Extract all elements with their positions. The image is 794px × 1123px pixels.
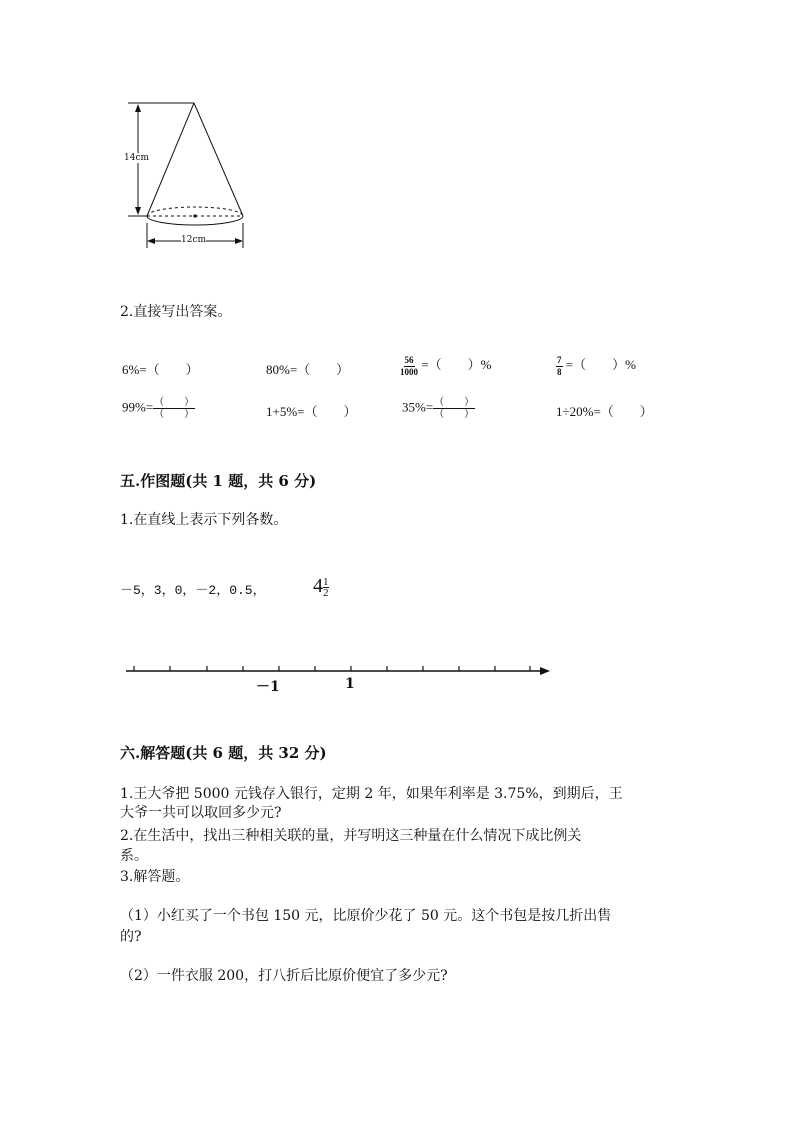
q2-r1-item2-lhs: 80%: [266, 362, 290, 377]
q2-r1-item2: [266, 359, 349, 378]
q2-r1-item1-lhs: 6%: [122, 362, 140, 377]
mixed-number: [313, 575, 329, 598]
q2-r2-item3-lhs: 35%=: [402, 399, 434, 415]
q2-r2-item2: [266, 401, 357, 420]
q2-r2-item2-rhs: =（ ）: [297, 404, 357, 419]
q2-r1-item3-rhs: =（ ）%: [421, 357, 492, 372]
q2-r1-item4-rhs: =（ ）%: [565, 357, 636, 372]
section6-q1-line1: 1.王大爷把 5000 元钱存入银行，定期 2 年，如果年利率是 3.75%，到期后，王: [120, 786, 623, 802]
section5-heading: 五.作图题(共 1 题，共 6 分): [120, 472, 317, 490]
q2-title: 2.直接写出答案。: [120, 304, 232, 320]
section6-q2-line1: 2.在生活中，找出三种相关联的量，并写明这三种量在什么情况下成比例关: [120, 828, 582, 844]
q2-r1-item4: [556, 354, 636, 378]
section6-heading: 六.解答题(共 6 题，共 32 分): [120, 744, 327, 762]
q2-r2-item4-lhs: 1÷20%: [556, 404, 594, 419]
q2-r2-item1: [122, 397, 195, 420]
mixed-fraction: $\frac{1}{2}$: [323, 575, 329, 599]
cone-diameter-label: 12cm: [181, 235, 207, 245]
fraction-blank: （ ） （ ）: [154, 397, 195, 420]
axis-label-neg1: －1: [256, 679, 280, 695]
q2-r1-item3: [400, 354, 491, 378]
section6-q3: 3.解答题。: [120, 869, 190, 885]
cone-height-label: 14cm: [124, 153, 150, 163]
q2-r2-item4: [556, 401, 653, 420]
section5-q1: 1.在直线上表示下列各数。: [120, 512, 288, 528]
q2-r2-item1-lhs: 99%=: [122, 399, 154, 415]
section6-sub1-line1: （1）小红买了一个书包 150 元，比原价少花了 50 元。这个书包是按几折出售: [120, 908, 612, 924]
section6-q2-line2: 系。: [120, 848, 148, 864]
number-list: －5，3，0，－2，0.5，: [120, 583, 266, 598]
section6-sub1-line2: 的?: [120, 929, 142, 945]
fraction-7-8: $\frac{7}{8}$: [557, 354, 562, 377]
fraction-blank: （ ） （ ）: [434, 397, 475, 420]
number-line: [120, 660, 560, 685]
fraction-56-1000: $\frac{56}{1000}$: [400, 354, 418, 377]
q2-r1-item1-rhs: =（ ）: [139, 362, 199, 377]
q2-r2-item4-rhs: =（ ）: [593, 404, 653, 419]
mixed-whole: 4: [313, 575, 323, 597]
section6-q1-line2: 大爷一共可以取回多少元?: [120, 805, 282, 821]
q2-r2-item3: [402, 397, 475, 420]
q2-r1-item1: [122, 359, 199, 378]
section6-sub2: （2）一件衣服 200，打八折后比原价便宜了多少元?: [120, 968, 448, 984]
q2-r2-item2-lhs: 1+5%: [266, 404, 298, 419]
q2-r1-item2-rhs: =（ ）: [289, 362, 350, 377]
axis-label-1: 1: [345, 676, 355, 692]
